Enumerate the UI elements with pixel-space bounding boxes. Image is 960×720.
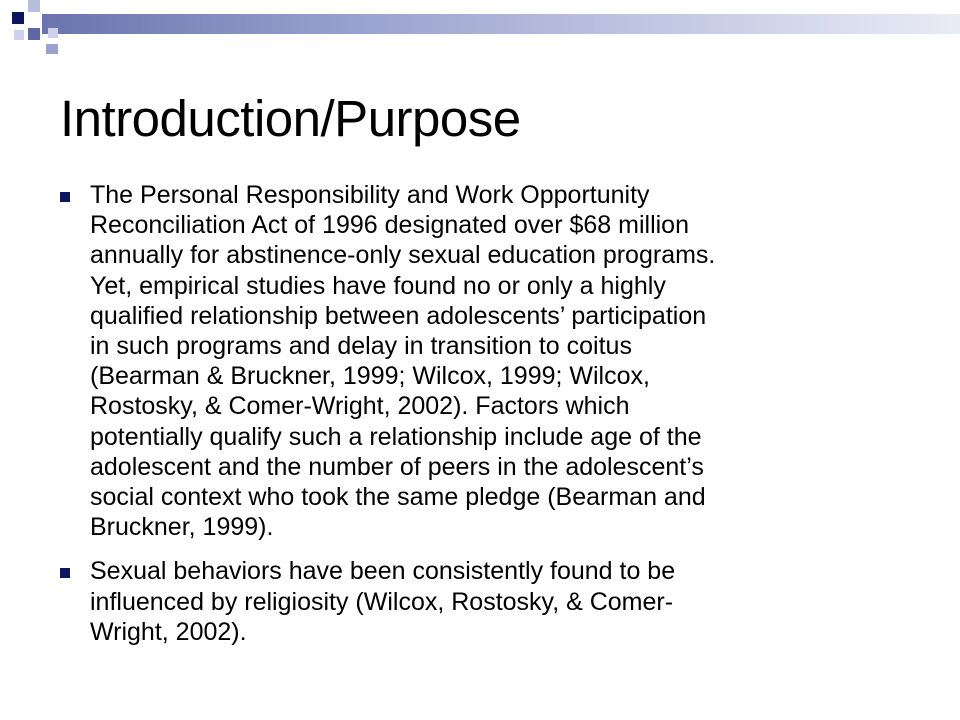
deco-square-dark bbox=[46, 44, 58, 54]
bullet-line: adolescent and the number of peers in the adolescent’s bbox=[90, 452, 704, 481]
bullet-item bbox=[60, 180, 910, 542]
bullet-line: Bruckner, 1999). bbox=[90, 513, 274, 542]
bullet-line: The Personal Responsibility and Work Opportunity bbox=[90, 181, 650, 209]
bullet-line: Sexual behaviors have been consistently found to be bbox=[90, 557, 676, 586]
bullet-item bbox=[60, 556, 910, 647]
bullet-list bbox=[60, 180, 910, 661]
bullet-line: Reconciliation Act of 1996 designated over $68 million bbox=[90, 211, 689, 240]
bullet-line: (Bearman & Bruckner, 1999; Wilcox, 1999; Wilcox, bbox=[90, 362, 650, 391]
deco-square-mid bbox=[28, 28, 40, 40]
bullet-line: potentially qualify such a relationship include age of the bbox=[90, 422, 702, 451]
bullet-line: Wright, 2002). bbox=[90, 617, 247, 646]
bullet-line: Rostosky, & Comer-Wright, 2002). Factors which bbox=[90, 392, 630, 421]
header-decoration bbox=[0, 0, 960, 60]
bullet-line: in such programs and delay in transition to coitus bbox=[90, 332, 632, 361]
square-bullet-icon bbox=[60, 192, 70, 202]
header-gradient-bar bbox=[42, 14, 960, 34]
deco-square-light bbox=[28, 0, 40, 12]
deco-square-dark bbox=[12, 12, 24, 24]
square-bullet-icon bbox=[60, 568, 70, 578]
deco-square-light bbox=[14, 30, 24, 40]
slide-title: Introduction/Purpose bbox=[60, 90, 521, 147]
bullet-line: qualified relationship between adolescents’ participation bbox=[90, 301, 707, 330]
bullet-line: influenced by religiosity (Wilcox, Rostosky, & Comer- bbox=[90, 587, 674, 616]
bullet-line: Yet, empirical studies have found no or only a highly bbox=[90, 271, 666, 300]
bullet-line: annually for abstinence-only sexual education programs. bbox=[90, 241, 716, 270]
deco-square-light bbox=[48, 28, 58, 38]
bullet-line: social context who took the same pledge (Bearman and bbox=[90, 483, 706, 512]
